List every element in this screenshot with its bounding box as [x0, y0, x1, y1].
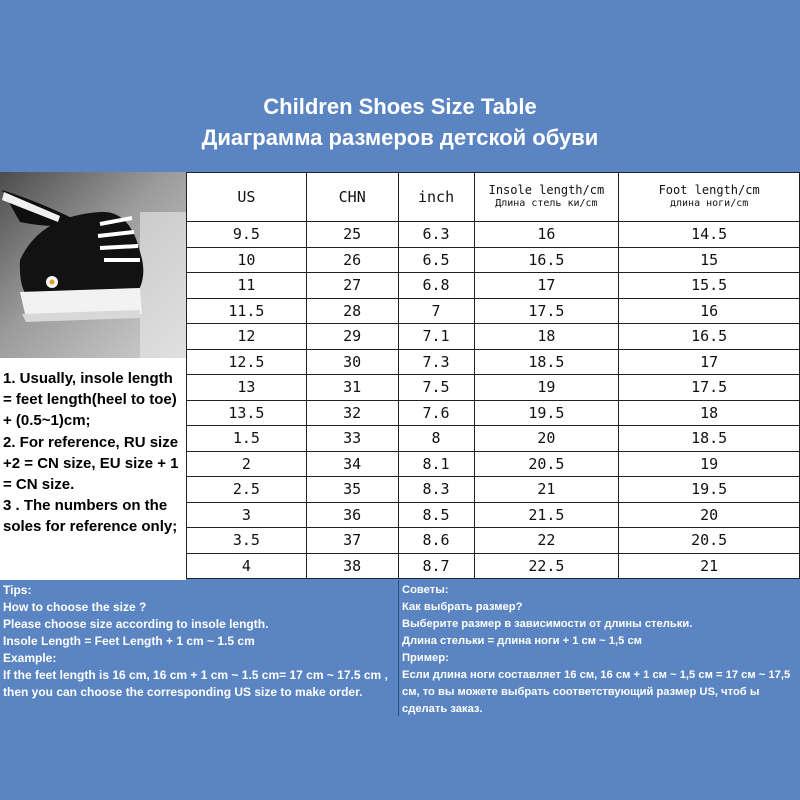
- cell-insole: 22.5: [474, 553, 619, 579]
- table-body: [187, 222, 800, 579]
- cell-foot: 16.5: [619, 324, 800, 350]
- tips-en-line: How to choose the size ?: [3, 600, 147, 614]
- cell-us: 4: [187, 553, 307, 579]
- cell-chn: 30: [306, 349, 398, 375]
- cell-us: 12.5: [187, 349, 307, 375]
- table-row: [187, 528, 800, 554]
- cell-insole: 17: [474, 273, 619, 299]
- tips-en-line: Example:: [3, 651, 57, 665]
- header-chn: CHN: [306, 173, 398, 222]
- cell-us: 11.5: [187, 298, 307, 324]
- tips-en-line: Insole Length = Feet Length + 1 cm ~ 1.5 cm: [3, 634, 255, 648]
- cell-us: 2: [187, 451, 307, 477]
- cell-foot: 17: [619, 349, 800, 375]
- tips-en-line: If the feet length is 16 cm, 16 cm + 1 cm ~ 1.5 cm= 17 cm ~ 17.5 cm , then you can choose the corresponding US size to make order.: [3, 668, 388, 699]
- tips-ru-line: Если длина ноги составляет 16 см, 16 см + 1 см ~ 1,5 см = 17 см ~ 17,5 см, то вы можете выбрать соответствующий размер US, чтоб ы сделать заказ.: [402, 669, 791, 715]
- cell-chn: 36: [306, 502, 398, 528]
- size-table: [186, 172, 800, 579]
- cell-us: 10: [187, 247, 307, 273]
- cell-us: 13: [187, 375, 307, 401]
- sneaker-illustration: [0, 172, 186, 358]
- cell-inch: 8.5: [398, 502, 474, 528]
- tips-russian: [399, 580, 800, 716]
- cell-inch: 7: [398, 298, 474, 324]
- cell-chn: 37: [306, 528, 398, 554]
- cell-inch: 8.1: [398, 451, 474, 477]
- note-3: 3 . The numbers on the soles for reference only;: [3, 497, 178, 536]
- cell-foot: 19: [619, 451, 800, 477]
- table-row: [187, 324, 800, 350]
- header-foot-en: Foot length/cm: [658, 183, 760, 197]
- cell-inch: 8.6: [398, 528, 474, 554]
- table-row: [187, 451, 800, 477]
- header-foot-ru: длина ноги/cm: [670, 198, 749, 209]
- cell-chn: 32: [306, 400, 398, 426]
- cell-insole: 20.5: [474, 451, 619, 477]
- note-2: 2. For reference, RU size +2 = CN size, EU size + 1 = CN size.: [3, 433, 179, 494]
- header-insole-ru: Длина стель ки/cm: [495, 198, 598, 209]
- cell-insole: 17.5: [474, 298, 619, 324]
- table-row: [187, 273, 800, 299]
- cell-chn: 29: [306, 324, 398, 350]
- header-insole: [474, 173, 619, 222]
- cell-chn: 27: [306, 273, 398, 299]
- table-row: [187, 298, 800, 324]
- cell-chn: 38: [306, 553, 398, 579]
- cell-insole: 16: [474, 222, 619, 248]
- tips-ru-line: Выберите размер в зависимости от длины стельки.: [402, 618, 693, 630]
- cell-foot: 17.5: [619, 375, 800, 401]
- notes-panel: [0, 358, 186, 580]
- cell-insole: 18: [474, 324, 619, 350]
- cell-foot: 18.5: [619, 426, 800, 452]
- title-block: [0, 92, 800, 154]
- cell-foot: 15.5: [619, 273, 800, 299]
- cell-inch: 7.3: [398, 349, 474, 375]
- shoe-photo: [0, 172, 186, 358]
- header-inch: inch: [398, 173, 474, 222]
- cell-foot: 18: [619, 400, 800, 426]
- cell-foot: 20: [619, 502, 800, 528]
- cell-inch: 6.3: [398, 222, 474, 248]
- table-row: [187, 400, 800, 426]
- cell-foot: 20.5: [619, 528, 800, 554]
- cell-insole: 21: [474, 477, 619, 503]
- tips-ru-line: Пример:: [402, 652, 449, 664]
- table-row: [187, 502, 800, 528]
- table-row: [187, 553, 800, 579]
- cell-chn: 25: [306, 222, 398, 248]
- cell-us: 1.5: [187, 426, 307, 452]
- header-foot: [619, 173, 800, 222]
- cell-inch: 7.1: [398, 324, 474, 350]
- table-header-row: [187, 173, 800, 222]
- cell-chn: 26: [306, 247, 398, 273]
- cell-us: 13.5: [187, 400, 307, 426]
- cell-us: 2.5: [187, 477, 307, 503]
- cell-insole: 20: [474, 426, 619, 452]
- header-insole-en: Insole length/cm: [488, 183, 605, 197]
- tips-ru-line: Как выбрать размер?: [402, 601, 523, 613]
- title-russian: Диаграмма размеров детской обуви: [201, 125, 599, 150]
- cell-chn: 31: [306, 375, 398, 401]
- cell-inch: 6.8: [398, 273, 474, 299]
- cell-insole: 18.5: [474, 349, 619, 375]
- note-1: 1. Usually, insole length = feet length(heel to toe) + (0.5~1)cm;: [3, 370, 177, 430]
- cell-inch: 7.5: [398, 375, 474, 401]
- tips-en-line: Please choose size according to insole length.: [3, 617, 269, 631]
- cell-insole: 21.5: [474, 502, 619, 528]
- table-row: [187, 477, 800, 503]
- title-english: Children Shoes Size Table: [263, 94, 537, 119]
- cell-foot: 16: [619, 298, 800, 324]
- cell-chn: 33: [306, 426, 398, 452]
- cell-inch: 6.5: [398, 247, 474, 273]
- cell-inch: 8: [398, 426, 474, 452]
- cell-insole: 22: [474, 528, 619, 554]
- cell-foot: 21: [619, 553, 800, 579]
- cell-inch: 8.3: [398, 477, 474, 503]
- cell-us: 12: [187, 324, 307, 350]
- cell-insole: 19: [474, 375, 619, 401]
- cell-insole: 16.5: [474, 247, 619, 273]
- cell-foot: 15: [619, 247, 800, 273]
- cell-us: 11: [187, 273, 307, 299]
- tips-english: [0, 580, 398, 716]
- tips-ru-line: Длина стельки = длина ноги + 1 см ~ 1,5 см: [402, 635, 642, 647]
- cell-us: 3.5: [187, 528, 307, 554]
- table-row: [187, 375, 800, 401]
- cell-inch: 8.7: [398, 553, 474, 579]
- table-row: [187, 222, 800, 248]
- header-us: US: [187, 173, 307, 222]
- cell-chn: 35: [306, 477, 398, 503]
- cell-us: 3: [187, 502, 307, 528]
- cell-inch: 7.6: [398, 400, 474, 426]
- cell-chn: 34: [306, 451, 398, 477]
- cell-insole: 19.5: [474, 400, 619, 426]
- cell-foot: 19.5: [619, 477, 800, 503]
- tips-en-heading: Tips:: [3, 583, 32, 597]
- tips-ru-heading: Советы:: [402, 584, 449, 596]
- cell-foot: 14.5: [619, 222, 800, 248]
- cell-chn: 28: [306, 298, 398, 324]
- table-row: [187, 349, 800, 375]
- table-row: [187, 247, 800, 273]
- cell-us: 9.5: [187, 222, 307, 248]
- table-row: [187, 426, 800, 452]
